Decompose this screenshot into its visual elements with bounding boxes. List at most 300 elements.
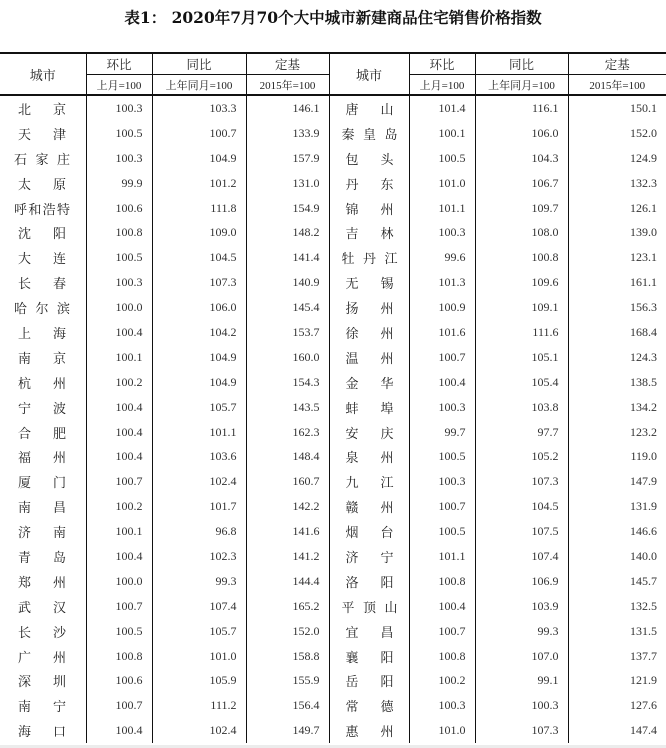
- city-name: [329, 668, 409, 693]
- mom-value: 100.4: [86, 395, 152, 420]
- yoy-value: 107.4: [475, 544, 568, 569]
- city-name-text: 太 原: [18, 177, 66, 193]
- yoy-value: 105.9: [152, 668, 246, 693]
- city-name-text: 上 海: [18, 326, 66, 342]
- city-name: [0, 121, 86, 146]
- city-name: [0, 171, 86, 196]
- header-yoy-base-right: 上年同月=100: [475, 75, 568, 96]
- city-name: [329, 494, 409, 519]
- fixed-value: 140.9: [246, 270, 329, 295]
- city-name-text: 扬 州: [345, 302, 394, 318]
- yoy-value: 101.0: [152, 644, 246, 669]
- city-name: [329, 718, 409, 743]
- city-name: [329, 395, 409, 420]
- yoy-value: 104.2: [152, 320, 246, 345]
- fixed-value: 145.7: [568, 569, 666, 594]
- fixed-value: 119.0: [568, 444, 666, 469]
- city-name: [0, 644, 86, 669]
- city-name-text: 温 州: [345, 351, 394, 367]
- mom-value: 100.2: [86, 370, 152, 395]
- city-name: [0, 395, 86, 420]
- yoy-value: 107.4: [152, 594, 246, 619]
- yoy-value: 107.3: [152, 270, 246, 295]
- fixed-value: 162.3: [246, 420, 329, 445]
- city-name: [0, 693, 86, 718]
- city-name-text: 秦 皇 岛: [341, 127, 398, 143]
- city-name-text: 唐 山: [345, 102, 394, 118]
- mom-value: 101.4: [409, 95, 475, 121]
- header-yoy-left: 同比: [152, 53, 246, 75]
- table-row: [0, 444, 666, 469]
- fixed-value: 165.2: [246, 594, 329, 619]
- header-mom-base-left: 上月=100: [86, 75, 152, 96]
- yoy-value: 105.7: [152, 395, 246, 420]
- city-name-text: 长 沙: [18, 625, 66, 641]
- mom-value: 100.5: [409, 519, 475, 544]
- yoy-value: 107.5: [475, 519, 568, 544]
- fixed-value: 131.0: [246, 171, 329, 196]
- city-name-text: 惠 州: [345, 725, 394, 741]
- yoy-value: 102.4: [152, 718, 246, 743]
- yoy-value: 101.2: [152, 171, 246, 196]
- mom-value: 100.1: [409, 121, 475, 146]
- city-name-text: 宁 波: [18, 401, 66, 417]
- city-name-text: 九 江: [345, 476, 394, 492]
- table-title: 表1： 2020年7月70个大中城市新建商品住宅销售价格指数: [124, 8, 542, 27]
- mom-value: 100.1: [86, 519, 152, 544]
- city-name-text: 石 家 庄: [14, 152, 70, 168]
- city-name-text: 安 庆: [345, 426, 394, 442]
- yoy-value: 105.7: [152, 619, 246, 644]
- fixed-value: 141.2: [246, 544, 329, 569]
- fixed-value: 147.9: [568, 469, 666, 494]
- mom-value: 100.5: [409, 444, 475, 469]
- city-name-text: 金 华: [345, 376, 394, 392]
- city-name: [329, 146, 409, 171]
- yoy-value: 104.9: [152, 146, 246, 171]
- fixed-value: 156.4: [246, 693, 329, 718]
- yoy-value: 106.0: [475, 121, 568, 146]
- fixed-value: 154.3: [246, 370, 329, 395]
- fixed-value: 158.8: [246, 644, 329, 669]
- mom-value: 100.4: [86, 444, 152, 469]
- fixed-value: 131.5: [568, 619, 666, 644]
- mom-value: 99.6: [409, 245, 475, 270]
- fixed-value: 144.4: [246, 569, 329, 594]
- city-name: [0, 668, 86, 693]
- city-name-text: 牡 丹 江: [341, 252, 398, 268]
- city-name: [0, 95, 86, 121]
- city-name-text: 郑 州: [18, 575, 66, 591]
- city-name: [329, 270, 409, 295]
- yoy-value: 100.7: [152, 121, 246, 146]
- fixed-value: 121.9: [568, 668, 666, 693]
- mom-value: 100.6: [86, 668, 152, 693]
- city-name-text: 岳 阳: [345, 675, 394, 691]
- fixed-value: 152.0: [246, 619, 329, 644]
- city-name: [329, 469, 409, 494]
- table-row: [0, 245, 666, 270]
- fixed-value: 143.5: [246, 395, 329, 420]
- city-name-text: 徐 州: [345, 326, 394, 342]
- table-row: [0, 345, 666, 370]
- header-yoy-base-left: 上年同月=100: [152, 75, 246, 96]
- city-name: [0, 519, 86, 544]
- mom-value: 100.4: [409, 594, 475, 619]
- table-row: [0, 544, 666, 569]
- city-name: [329, 420, 409, 445]
- fixed-value: 161.1: [568, 270, 666, 295]
- mom-value: 101.3: [409, 270, 475, 295]
- city-name-text: 北 京: [18, 102, 66, 118]
- mom-value: 101.1: [409, 544, 475, 569]
- yoy-value: 109.6: [475, 270, 568, 295]
- city-name: [0, 444, 86, 469]
- mom-value: 100.6: [86, 196, 152, 221]
- yoy-value: 105.2: [475, 444, 568, 469]
- city-name-text: 洛 阳: [345, 575, 394, 591]
- table-row: [0, 693, 666, 718]
- yoy-value: 111.6: [475, 320, 568, 345]
- city-name: [329, 519, 409, 544]
- yoy-value: 109.7: [475, 196, 568, 221]
- header-city-right: 城市: [329, 53, 409, 95]
- mom-value: 100.7: [409, 345, 475, 370]
- mom-value: 101.1: [409, 196, 475, 221]
- table-row: [0, 370, 666, 395]
- yoy-value: 103.9: [475, 594, 568, 619]
- city-name: [0, 270, 86, 295]
- city-name: [0, 320, 86, 345]
- mom-value: 100.3: [409, 220, 475, 245]
- mom-value: 100.5: [86, 121, 152, 146]
- table-row: [0, 121, 666, 146]
- city-name: [329, 594, 409, 619]
- fixed-value: 124.3: [568, 345, 666, 370]
- table-row: [0, 668, 666, 693]
- city-name-text: 天 津: [18, 127, 66, 143]
- city-name: [0, 569, 86, 594]
- city-name: [329, 544, 409, 569]
- yoy-value: 99.1: [475, 668, 568, 693]
- fixed-value: 123.2: [568, 420, 666, 445]
- mom-value: 100.4: [86, 544, 152, 569]
- city-name: [329, 196, 409, 221]
- city-name: [329, 370, 409, 395]
- mom-value: 100.3: [409, 693, 475, 718]
- city-name-text: 蚌 埠: [345, 401, 394, 417]
- fixed-value: 154.9: [246, 196, 329, 221]
- header-mom-right: 环比: [409, 53, 475, 75]
- city-name-text: 大 连: [18, 252, 66, 268]
- yoy-value: 96.8: [152, 519, 246, 544]
- mom-value: 100.3: [86, 146, 152, 171]
- yoy-value: 100.8: [475, 245, 568, 270]
- yoy-value: 107.3: [475, 718, 568, 743]
- table-row: [0, 718, 666, 743]
- mom-value: 100.7: [86, 594, 152, 619]
- mom-value: 100.5: [409, 146, 475, 171]
- city-name-text: 哈 尔 滨: [14, 302, 70, 318]
- table-row: [0, 644, 666, 669]
- mom-value: 100.0: [86, 569, 152, 594]
- fixed-value: 132.5: [568, 594, 666, 619]
- mom-value: 100.5: [86, 619, 152, 644]
- yoy-value: 106.7: [475, 171, 568, 196]
- fixed-value: 138.5: [568, 370, 666, 395]
- fixed-value: 146.1: [246, 95, 329, 121]
- city-name: [329, 619, 409, 644]
- mom-value: 100.9: [409, 295, 475, 320]
- table-row: [0, 220, 666, 245]
- city-name-text: 常 德: [345, 700, 394, 716]
- yoy-value: 99.3: [152, 569, 246, 594]
- city-name: [329, 245, 409, 270]
- city-name: [329, 171, 409, 196]
- yoy-value: 108.0: [475, 220, 568, 245]
- city-name-text: 杭 州: [18, 376, 66, 392]
- yoy-value: 101.1: [152, 420, 246, 445]
- yoy-value: 106.0: [152, 295, 246, 320]
- city-name: [0, 544, 86, 569]
- city-name: [329, 693, 409, 718]
- yoy-value: 106.9: [475, 569, 568, 594]
- fixed-value: 140.0: [568, 544, 666, 569]
- mom-value: 100.4: [409, 370, 475, 395]
- city-name-text: 宜 昌: [345, 625, 394, 641]
- city-name-text: 呼 和 浩 特: [14, 202, 70, 218]
- fixed-value: 150.1: [568, 95, 666, 121]
- city-name-text: 南 京: [18, 351, 66, 367]
- header-city-left: 城市: [0, 53, 86, 95]
- city-name-text: 丹 东: [345, 177, 394, 193]
- city-name: [329, 220, 409, 245]
- yoy-value: 111.8: [152, 196, 246, 221]
- mom-value: 100.7: [409, 494, 475, 519]
- city-name-text: 广 州: [18, 650, 66, 666]
- city-name-text: 南 昌: [18, 501, 66, 517]
- fixed-value: 155.9: [246, 668, 329, 693]
- city-name-text: 济 南: [18, 526, 66, 542]
- table-row: [0, 494, 666, 519]
- table-row: [0, 395, 666, 420]
- fixed-value: 149.7: [246, 718, 329, 743]
- fixed-value: 146.6: [568, 519, 666, 544]
- fixed-value: 147.4: [568, 718, 666, 743]
- fixed-value: 153.7: [246, 320, 329, 345]
- mom-value: 100.3: [86, 95, 152, 121]
- fixed-value: 157.9: [246, 146, 329, 171]
- mom-value: 100.8: [409, 644, 475, 669]
- city-name-text: 青 岛: [18, 550, 66, 566]
- city-name-text: 福 州: [18, 451, 66, 467]
- city-name-text: 襄 阳: [345, 650, 394, 666]
- table-row: [0, 146, 666, 171]
- city-name-text: 无 锡: [345, 277, 394, 293]
- header-mom-base-right: 上月=100: [409, 75, 475, 96]
- city-name: [0, 146, 86, 171]
- yoy-value: 107.0: [475, 644, 568, 669]
- fixed-value: 160.7: [246, 469, 329, 494]
- city-name: [0, 420, 86, 445]
- yoy-value: 104.5: [152, 245, 246, 270]
- mom-value: 100.8: [86, 644, 152, 669]
- city-name: [329, 320, 409, 345]
- yoy-value: 104.3: [475, 146, 568, 171]
- table-row: [0, 594, 666, 619]
- mom-value: 100.3: [409, 469, 475, 494]
- table-row: [0, 171, 666, 196]
- city-name: [0, 220, 86, 245]
- fixed-value: 131.9: [568, 494, 666, 519]
- fixed-value: 133.9: [246, 121, 329, 146]
- city-name: [329, 121, 409, 146]
- fixed-value: 160.0: [246, 345, 329, 370]
- city-name: [0, 494, 86, 519]
- yoy-value: 102.4: [152, 469, 246, 494]
- table-row: [0, 519, 666, 544]
- fixed-value: 145.4: [246, 295, 329, 320]
- city-name-text: 包 头: [345, 152, 394, 168]
- city-name: [329, 95, 409, 121]
- yoy-value: 105.4: [475, 370, 568, 395]
- header-mom-left: 环比: [86, 53, 152, 75]
- mom-value: 101.0: [409, 718, 475, 743]
- mom-value: 100.1: [86, 345, 152, 370]
- mom-value: 99.9: [86, 171, 152, 196]
- yoy-value: 104.9: [152, 370, 246, 395]
- price-index-table: [0, 52, 666, 743]
- city-name: [0, 295, 86, 320]
- city-name: [0, 594, 86, 619]
- header-fixed-left: 定基: [246, 53, 329, 75]
- yoy-value: 101.7: [152, 494, 246, 519]
- table-row: [0, 320, 666, 345]
- city-name-text: 长 春: [18, 277, 66, 293]
- yoy-value: 104.5: [475, 494, 568, 519]
- city-name-text: 武 汉: [18, 600, 66, 616]
- fixed-value: 134.2: [568, 395, 666, 420]
- yoy-value: 109.1: [475, 295, 568, 320]
- yoy-value: 105.1: [475, 345, 568, 370]
- yoy-value: 100.3: [475, 693, 568, 718]
- city-name: [0, 345, 86, 370]
- yoy-value: 107.3: [475, 469, 568, 494]
- city-name: [329, 444, 409, 469]
- fixed-value: 139.0: [568, 220, 666, 245]
- city-name-text: 赣 州: [345, 501, 394, 517]
- city-name-text: 烟 台: [345, 526, 394, 542]
- fixed-value: 152.0: [568, 121, 666, 146]
- mom-value: 100.0: [86, 295, 152, 320]
- city-name-text: 海 口: [18, 725, 66, 741]
- table-row: [0, 295, 666, 320]
- fixed-value: 141.6: [246, 519, 329, 544]
- mom-value: 100.2: [86, 494, 152, 519]
- city-name-text: 沈 阳: [18, 227, 66, 243]
- city-name: [0, 469, 86, 494]
- mom-value: 100.8: [86, 220, 152, 245]
- yoy-value: 103.8: [475, 395, 568, 420]
- city-name-text: 吉 林: [345, 227, 394, 243]
- table-row: [0, 420, 666, 445]
- fixed-value: 123.1: [568, 245, 666, 270]
- mom-value: 100.4: [86, 718, 152, 743]
- fixed-value: 141.4: [246, 245, 329, 270]
- mom-value: 100.7: [86, 469, 152, 494]
- city-name: [329, 345, 409, 370]
- fixed-value: 127.6: [568, 693, 666, 718]
- mom-value: 100.4: [86, 420, 152, 445]
- header-fixed-base-left: 2015年=100: [246, 75, 329, 96]
- city-name: [329, 644, 409, 669]
- mom-value: 100.3: [86, 270, 152, 295]
- city-name: [329, 569, 409, 594]
- table-row: [0, 619, 666, 644]
- yoy-value: 97.7: [475, 420, 568, 445]
- fixed-value: 168.4: [568, 320, 666, 345]
- mom-value: 100.4: [86, 320, 152, 345]
- yoy-value: 111.2: [152, 693, 246, 718]
- mom-value: 100.7: [86, 693, 152, 718]
- city-name-text: 合 肥: [18, 426, 66, 442]
- mom-value: 100.3: [409, 395, 475, 420]
- city-name: [0, 619, 86, 644]
- city-name-text: 厦 门: [18, 476, 66, 492]
- yoy-value: 109.0: [152, 220, 246, 245]
- header-fixed-base-right: 2015年=100: [568, 75, 666, 96]
- city-name: [0, 370, 86, 395]
- fixed-value: 132.3: [568, 171, 666, 196]
- fixed-value: 156.3: [568, 295, 666, 320]
- mom-value: 101.6: [409, 320, 475, 345]
- city-name-text: 平 顶 山: [341, 600, 398, 616]
- yoy-value: 103.3: [152, 95, 246, 121]
- yoy-value: 116.1: [475, 95, 568, 121]
- city-name-text: 泉 州: [345, 451, 394, 467]
- mom-value: 100.8: [409, 569, 475, 594]
- city-name-text: 锦 州: [345, 202, 394, 218]
- yoy-value: 102.3: [152, 544, 246, 569]
- mom-value: 100.2: [409, 668, 475, 693]
- yoy-value: 104.9: [152, 345, 246, 370]
- yoy-value: 103.6: [152, 444, 246, 469]
- city-name-text: 南 宁: [18, 700, 66, 716]
- fixed-value: 126.1: [568, 196, 666, 221]
- city-name: [329, 295, 409, 320]
- city-name-text: 济 宁: [345, 550, 394, 566]
- city-name: [0, 245, 86, 270]
- fixed-value: 124.9: [568, 146, 666, 171]
- mom-value: 100.7: [409, 619, 475, 644]
- table-row: [0, 95, 666, 121]
- header-yoy-right: 同比: [475, 53, 568, 75]
- table-body: [0, 95, 666, 743]
- table-row: [0, 270, 666, 295]
- fixed-value: 148.4: [246, 444, 329, 469]
- table-row: [0, 196, 666, 221]
- city-name: [0, 196, 86, 221]
- mom-value: 101.0: [409, 171, 475, 196]
- table-row: [0, 469, 666, 494]
- city-name-text: 深 圳: [18, 675, 66, 691]
- header-fixed-right: 定基: [568, 53, 666, 75]
- fixed-value: 137.7: [568, 644, 666, 669]
- yoy-value: 99.3: [475, 619, 568, 644]
- table-row: [0, 569, 666, 594]
- mom-value: 100.5: [86, 245, 152, 270]
- fixed-value: 142.2: [246, 494, 329, 519]
